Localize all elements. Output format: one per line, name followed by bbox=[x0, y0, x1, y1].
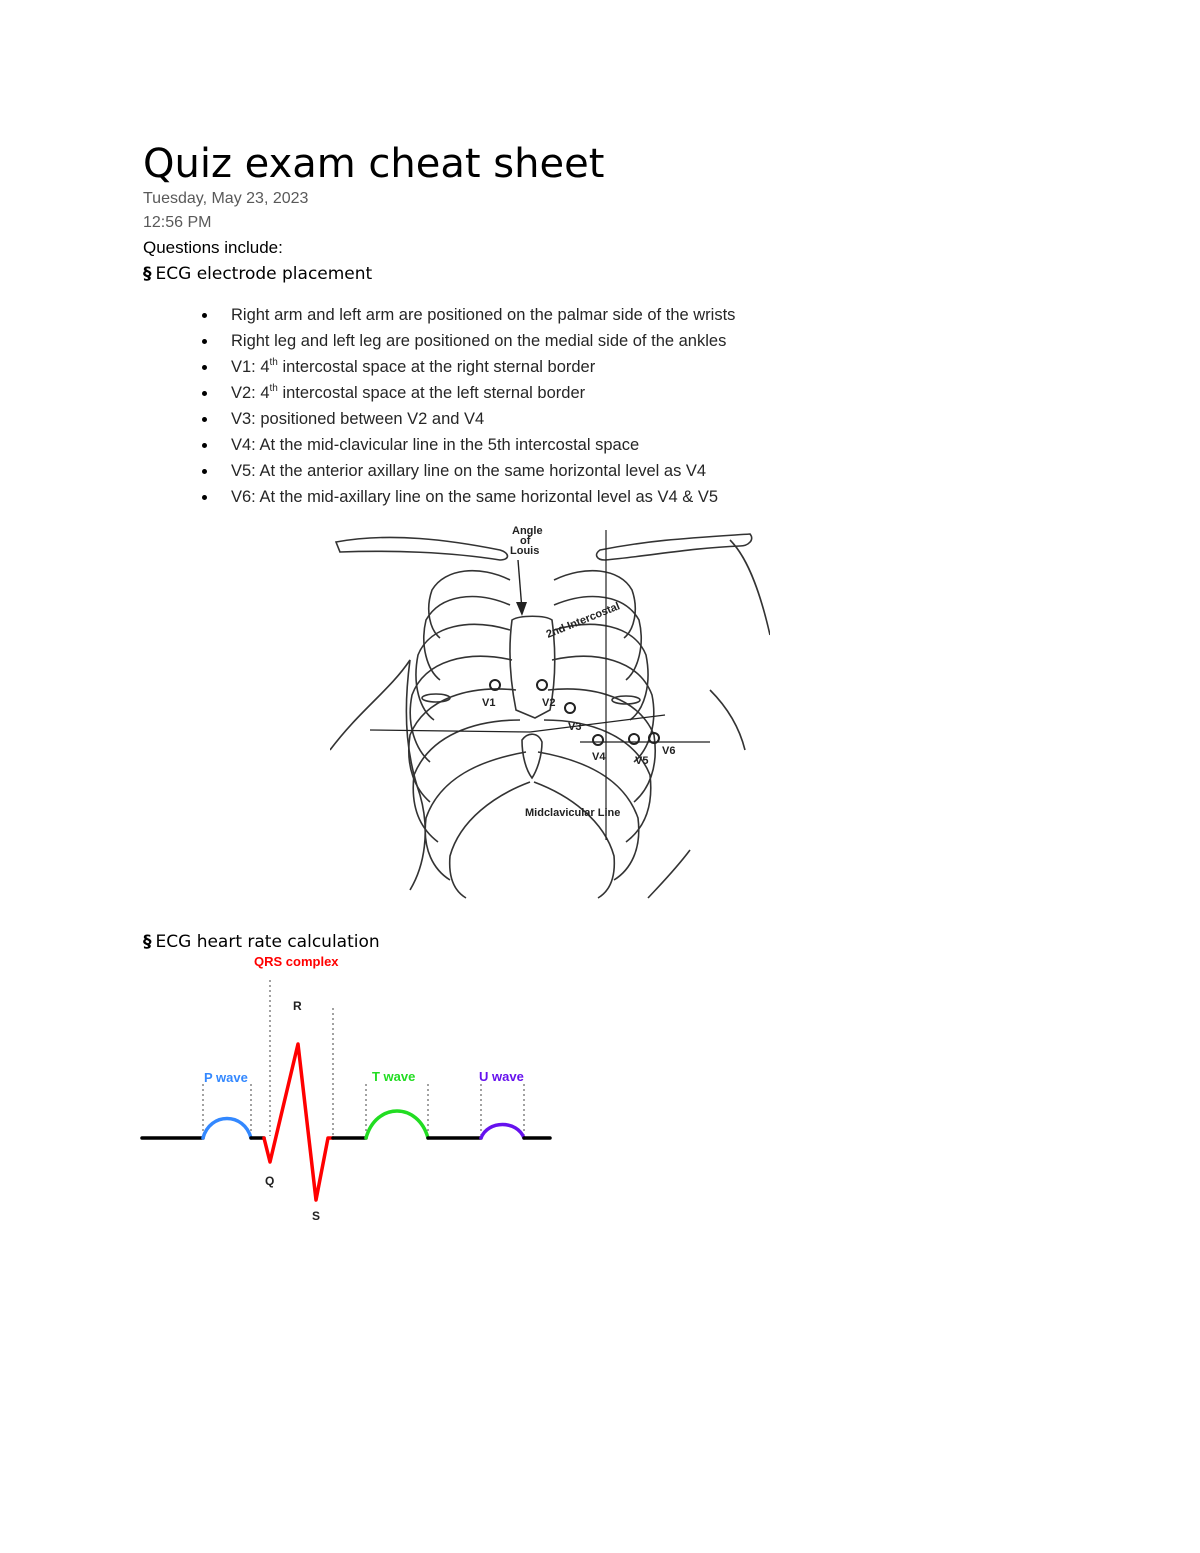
page-date: Tuesday, May 23, 2023 bbox=[143, 190, 309, 207]
list-item bbox=[200, 432, 735, 458]
section-marker: § bbox=[143, 932, 152, 952]
list-item-text: V6: At the mid-axillary line on the same horizontal level as V4 & V5 bbox=[231, 488, 718, 506]
xiphoid bbox=[522, 734, 542, 778]
label-v1: V1 bbox=[482, 697, 496, 709]
list-item-text: intercostal space at the left sternal border bbox=[277, 384, 586, 402]
label-s: S bbox=[312, 1209, 321, 1223]
label-r: R bbox=[293, 999, 302, 1013]
list-item-text: V4: At the mid-clavicular line in the 5th intercostal space bbox=[231, 436, 640, 454]
list-item-text: Right arm and left arm are positioned on the palmar side of the wrists bbox=[231, 306, 736, 324]
right-clavicle bbox=[597, 534, 752, 560]
list-item-text: Right leg and left leg are positioned on the medial side of the ankles bbox=[231, 332, 727, 350]
label-v5: V5 bbox=[635, 755, 649, 767]
electrode-v3 bbox=[565, 703, 575, 713]
label-q: Q bbox=[265, 1174, 275, 1188]
list-item bbox=[200, 484, 735, 510]
section-heading-text: ECG heart rate calculation bbox=[155, 932, 380, 952]
electrode-list bbox=[200, 302, 735, 510]
label-intercostal: 2nd Intercostal bbox=[544, 600, 622, 641]
label-v2: V2 bbox=[542, 697, 556, 709]
electrode-v2 bbox=[537, 680, 547, 690]
list-item bbox=[200, 328, 735, 354]
label-qrs-complex: QRS complex bbox=[254, 954, 339, 969]
left-torso-outline bbox=[330, 660, 425, 890]
intro-text: Questions include: bbox=[143, 238, 283, 257]
list-item-text: V1: 4 bbox=[231, 358, 270, 376]
qrs-complex bbox=[264, 1044, 333, 1200]
list-item-text: V3: positioned between V2 and V4 bbox=[231, 410, 485, 428]
horizontal-line bbox=[530, 715, 665, 732]
list-item-text: V2: 4 bbox=[231, 384, 270, 402]
list-item bbox=[200, 354, 735, 380]
chest-electrode-diagram bbox=[330, 520, 770, 900]
label-v6: V6 bbox=[662, 745, 676, 757]
arrow-head bbox=[516, 602, 527, 616]
list-item-text: intercostal space at the right sternal border bbox=[277, 358, 596, 376]
u-wave bbox=[481, 1125, 524, 1139]
section-heading-heart-rate bbox=[143, 932, 380, 952]
list-item bbox=[200, 406, 735, 432]
electrode-v4 bbox=[593, 735, 603, 745]
right-torso-outline bbox=[648, 540, 770, 898]
page-title: Quiz exam cheat sheet bbox=[143, 141, 605, 187]
label-p-wave: P wave bbox=[204, 1070, 248, 1085]
section-heading-text: ECG electrode placement bbox=[155, 264, 373, 284]
ecg-waveform-diagram bbox=[140, 950, 560, 1230]
section-marker: § bbox=[143, 264, 152, 284]
label-u-wave: U wave bbox=[479, 1069, 524, 1084]
label-midclavicular: Midclavicular Line bbox=[525, 807, 621, 819]
label-angle-1: Angle bbox=[512, 525, 543, 537]
list-item bbox=[200, 302, 735, 328]
label-angle-3: Louis bbox=[510, 545, 540, 557]
section-heading-electrode bbox=[143, 264, 372, 284]
label-t-wave: T wave bbox=[372, 1069, 416, 1084]
p-wave bbox=[203, 1119, 251, 1139]
left-clavicle bbox=[336, 537, 508, 560]
list-item-text: V5: At the anterior axillary line on the same horizontal level as V4 bbox=[231, 462, 707, 480]
t-wave bbox=[366, 1111, 428, 1138]
page-time: 12:56 PM bbox=[143, 214, 212, 231]
label-angle-2: of bbox=[520, 535, 531, 547]
fifth-intercostal-line bbox=[370, 730, 530, 732]
list-item bbox=[200, 380, 735, 406]
list-item bbox=[200, 458, 735, 484]
label-v3: V3 bbox=[568, 721, 582, 733]
label-v4: V4 bbox=[592, 751, 606, 763]
superscript: th bbox=[269, 383, 278, 394]
superscript: th bbox=[269, 357, 278, 368]
